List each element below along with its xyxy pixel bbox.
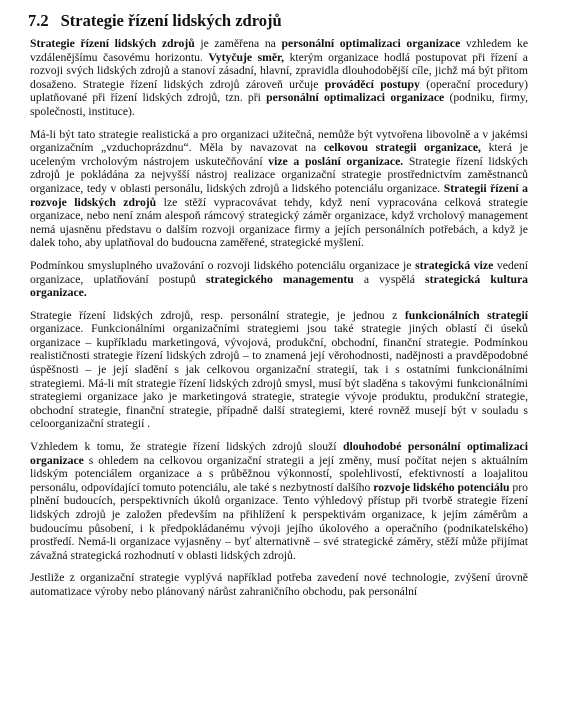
text-run: Strategie řízení lidských zdrojů, resp. personální strategie, je jednou z <box>30 308 405 322</box>
paragraph <box>30 128 528 250</box>
paragraph <box>30 259 528 300</box>
text-run: lze stěží vypracovávat tehdy, když není vypracována celková strategie organizace, nebo není znám alespoň rámcový strategický záměr organizace, když vrcholový management nemá ujasněnu představu o dalším rozvoji organizace firmy a jejích personálních potřebách, a když je dalek toho, aby uplatňoval do budoucna zaměřené, strategické myšlení. <box>30 195 528 250</box>
paragraph <box>30 37 528 119</box>
text-run: kterým organizace hodlá postupovat při řízení a rozvoji svých lidských zdrojů a stanoví zásadní, hlavní, zpravidla dlouhodobější cíle, jichž má být přitom dosaženo. Strategie řízení lidských zdrojů zároveň určuje <box>30 50 528 91</box>
text-run: (operační procedury) uplatňované při řízení lidských zdrojů, tzn. při <box>30 77 528 105</box>
bold-text-run: personální optimalizaci organizace <box>266 91 445 105</box>
text-run: vedení organizace, uplatňování postupů <box>30 258 529 286</box>
bold-text-run: dlouhodobé personální optimalizaci organizace <box>30 440 528 467</box>
text-run: Má-li být tato strategie realistická a pro organizaci užitečná, nemůže být vytvořena libovolně a v jakémsi organizačním „vzduchoprázdnu“. Měla by navazovat na <box>30 127 528 155</box>
bold-text-run: strategická vize <box>415 258 494 272</box>
bold-text-run: strategického managementu <box>205 272 354 286</box>
paragraph <box>30 440 528 562</box>
section-body <box>30 37 528 599</box>
bold-text-run: Strategie řízení lidských zdrojů <box>30 37 195 50</box>
bold-text-run: prováděcí postupy <box>324 77 420 91</box>
bold-text-run: strategická kultura organizace. <box>30 272 529 300</box>
section-title: Strategie řízení lidských zdrojů <box>60 11 282 30</box>
bold-text-run: Strategii řízení a rozvoje lidských zdrojů <box>30 181 529 209</box>
bold-text-run: vize a poslání organizace. <box>268 154 404 168</box>
bold-text-run: celkovou strategii organizace, <box>323 141 481 155</box>
text-run: s ohledem na celkovou organizační strategii a její změny, musí počítat nejen s aktuálním lidským potenciálem organizace a s průběžnou výkonností, spolehlivostí, efektivností a loajalitou personálu, odpovídající tomuto potenciálu, ale také s nezbytností dalšího <box>30 453 528 494</box>
text-run: je zaměřena na <box>194 37 282 50</box>
text-run: organizace. Funkcionálními organizačními strategiemi jsou také strategie jiných oblastí či úseků organizace – kupříkladu marketingová, vývojová, produkční, obchodní, finanční strategie. Podmínkou realističnosti strategie řízení lidských zdrojů – to znamená její věrohodnosti, nadějnosti a pravděpodobné úspěšnosti – je její sladění s jak celkovou organizační strategií, tak i s ostatními funkcionálními strategiemi. Má-li mít strategie řízení lidských zdrojů smysl, musí být sladěna s takovými funkcionálními strategiemi organizace jako je marketingová strategie, strategie vývoje produktu, produkční strategie, obchodní strategie, finanční strategie, případně další strategiemi, které rovněž musejí být v souladu s celoorganizační strategií . <box>30 322 528 431</box>
bold-text-run: rozvoje lidského potenciálu <box>373 480 510 494</box>
bold-text-run: funkcionálních strategií <box>404 308 528 322</box>
text-run: pro plnění budoucích, perspektivních úkolů organizace. Tento výhledový přístup při tvorbě strategie řízení lidských zdrojů je založen především na přihlížení k perspektivám organizace, k jejím záměrům a budoucímu působení, i k předpokládanému vývoji jejího úkolového a operačního (podnikatelského) prostředí. Nemá-li organizace vyjasněny – byť alternativně – své strategické záměry, stěží může přijímat závažná strategická rozhodnutí v oblasti lidských zdrojů. <box>30 480 528 562</box>
text-run: která je uceleným vrcholovým nástrojem uskutečňování <box>30 141 528 168</box>
paragraph <box>30 309 528 431</box>
text-run: Jestliže z organizační strategie vyplývá například potřeba zavedení nové technologie, zvýšení úrovně automatizace výroby nebo plánovaný nárůst zahraničního obchodu, pak personální <box>30 571 528 598</box>
section-heading <box>28 10 528 32</box>
text-run: (podniku, firmy, společnosti, instituce). <box>30 91 528 118</box>
section-number: 7.2 <box>28 11 49 30</box>
text-run: a vyspělá <box>353 272 426 286</box>
document-page <box>30 10 528 608</box>
text-run: Podmínkou smysluplného uvažování o rozvoji lidského potenciálu organizace je <box>30 258 416 272</box>
bold-text-run: Vytyčuje směr, <box>208 50 285 64</box>
text-run: Strategie řízení lidských zdrojů je pokládána za nejvyšší nástroj realizace organizační strategie prostřednictvím zaměstnanců organizace, tedy v oblasti personálu, lidských zdrojů a lidského potenciálu organizace. <box>30 154 529 195</box>
paragraph <box>30 571 528 598</box>
text-run: vzhledem ke vzdálenějšímu časovému horizontu. <box>30 37 529 64</box>
text-run: Vzhledem k tomu, že strategie řízení lidských zdrojů slouží <box>30 440 343 454</box>
bold-text-run: personální optimalizaci organizace <box>281 37 461 50</box>
